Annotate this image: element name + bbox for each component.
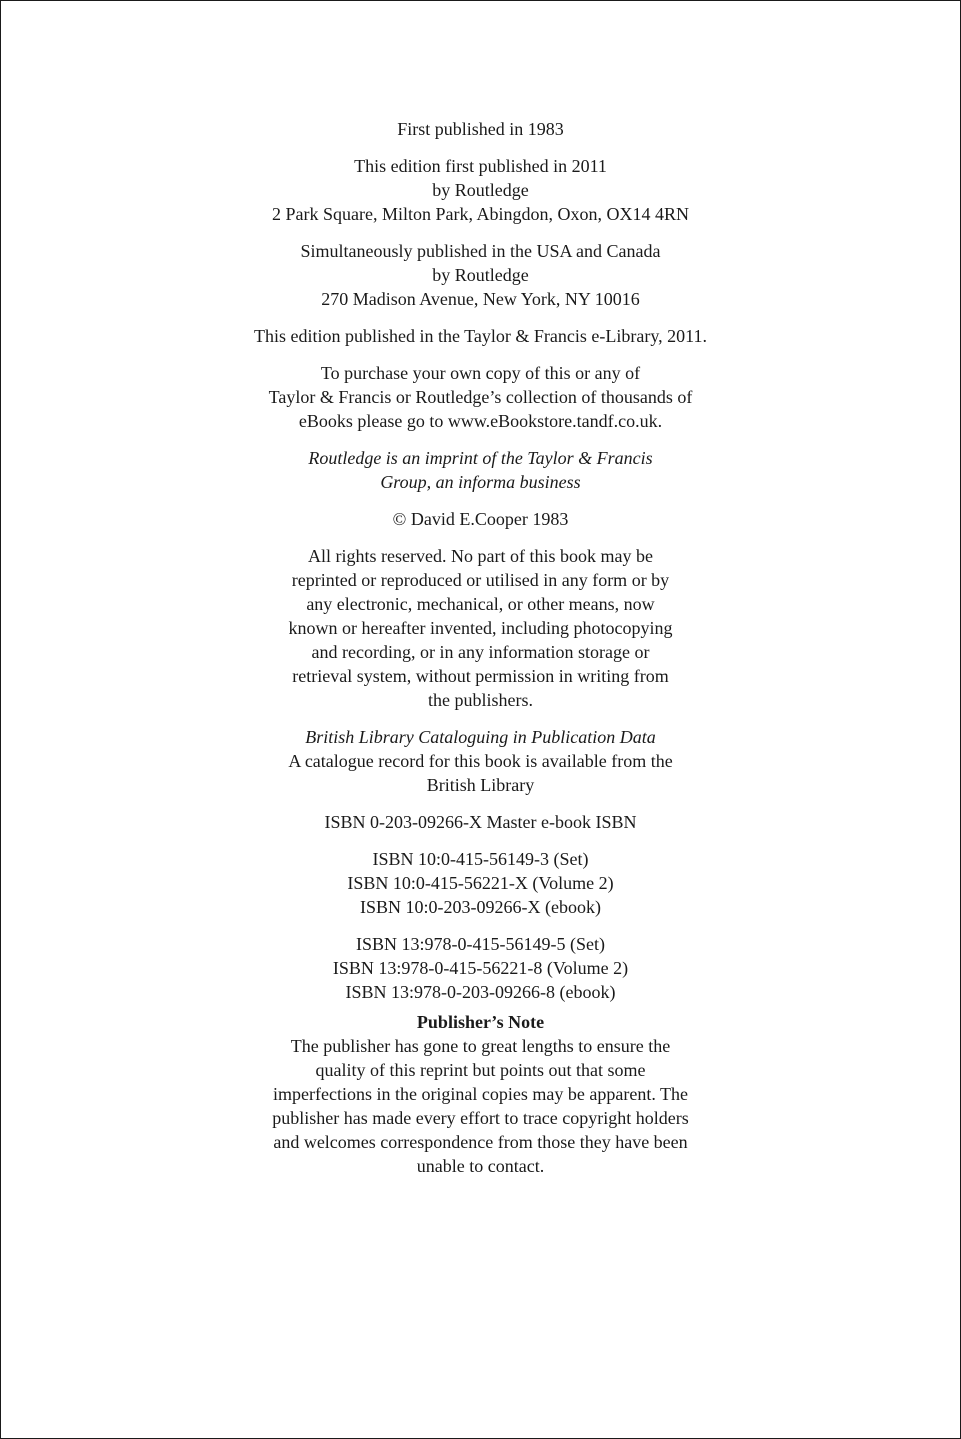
publishers-note-line: and welcomes correspondence from those they have been <box>273 1132 688 1152</box>
isbn10-line: ISBN 10:0-203-09266-X (ebook) <box>360 897 601 917</box>
purchase-line: To purchase your own copy of this or any of <box>320 363 641 383</box>
first-published-text: First published in 1983 <box>397 119 564 139</box>
isbn10-line: ISBN 10:0-415-56221-X (Volume 2) <box>347 873 614 893</box>
rights-line: and recording, or in any information storage or <box>311 642 650 662</box>
usa-line: 270 Madison Avenue, New York, NY 10016 <box>321 289 640 309</box>
page-content <box>1 117 960 1191</box>
isbn-master-block <box>1 810 960 834</box>
rights-line: any electronic, mechanical, or other means, now <box>306 594 655 614</box>
edition-line: by Routledge <box>432 180 529 200</box>
isbn-master-text: ISBN 0-203-09266-X Master e-book ISBN <box>324 812 637 832</box>
usa-line: Simultaneously published in the USA and Canada <box>300 241 661 261</box>
elibrary-text: This edition published in the Taylor & Francis e-Library, 2011. <box>254 326 707 346</box>
rights-line: retrieval system, without permission in writing from <box>292 666 669 686</box>
rights-block <box>1 544 960 712</box>
copyright-block <box>1 507 960 531</box>
publishers-note-line: imperfections in the original copies may be apparent. The <box>272 1084 689 1104</box>
isbn13-line: ISBN 13:978-0-203-09266-8 (ebook) <box>345 982 616 1002</box>
usa-line: by Routledge <box>432 265 529 285</box>
rights-line: the publishers. <box>428 690 533 710</box>
purchase-line: eBooks please go to www.eBookstore.tandf.co.uk. <box>298 411 663 431</box>
isbn13-line: ISBN 13:978-0-415-56149-5 (Set) <box>356 934 605 954</box>
purchase-line: Taylor & Francis or Routledge’s collection of thousands of <box>268 387 693 407</box>
isbn10-line: ISBN 10:0-415-56149-3 (Set) <box>372 849 589 869</box>
rights-line: known or hereafter invented, including photocopying <box>288 618 673 638</box>
isbn13-line: ISBN 13:978-0-415-56221-8 (Volume 2) <box>332 958 629 978</box>
cataloguing-heading: British Library Cataloguing in Publication Data <box>305 727 656 747</box>
copyright-text: © David E.Cooper 1983 <box>392 509 569 529</box>
edition-line: 2 Park Square, Milton Park, Abingdon, Oxon, OX14 4RN <box>272 204 689 224</box>
rights-line: All rights reserved. No part of this book may be <box>308 546 653 566</box>
publishers-note-heading: Publisher’s Note <box>416 1012 545 1032</box>
imprint-line: Routledge is an imprint of the Taylor & Francis <box>308 448 653 468</box>
isbn13-block <box>1 932 960 1004</box>
cataloguing-block <box>1 725 960 797</box>
rights-line: reprinted or reproduced or utilised in any form or by <box>291 570 670 590</box>
publishers-note-line: quality of this reprint but points out that some <box>315 1060 646 1080</box>
cataloguing-line: A catalogue record for this book is available from the <box>288 751 673 771</box>
elibrary-block <box>1 324 960 348</box>
publishers-note-line: publisher has made every effort to trace copyright holders <box>272 1108 689 1128</box>
publishers-note-line: unable to contact. <box>416 1156 545 1176</box>
edition-block <box>1 154 960 226</box>
cataloguing-line: British Library <box>426 775 535 795</box>
publishers-note-line: The publisher has gone to great lengths to ensure the <box>290 1036 671 1056</box>
imprint-line: Group, an informa business <box>380 472 581 492</box>
isbn10-block <box>1 847 960 919</box>
edition-line: This edition first published in 2011 <box>354 156 607 176</box>
first-published-block <box>1 117 960 141</box>
publishers-note-block <box>1 1010 960 1178</box>
usa-block <box>1 239 960 311</box>
imprint-block <box>1 446 960 494</box>
purchase-block <box>1 361 960 433</box>
